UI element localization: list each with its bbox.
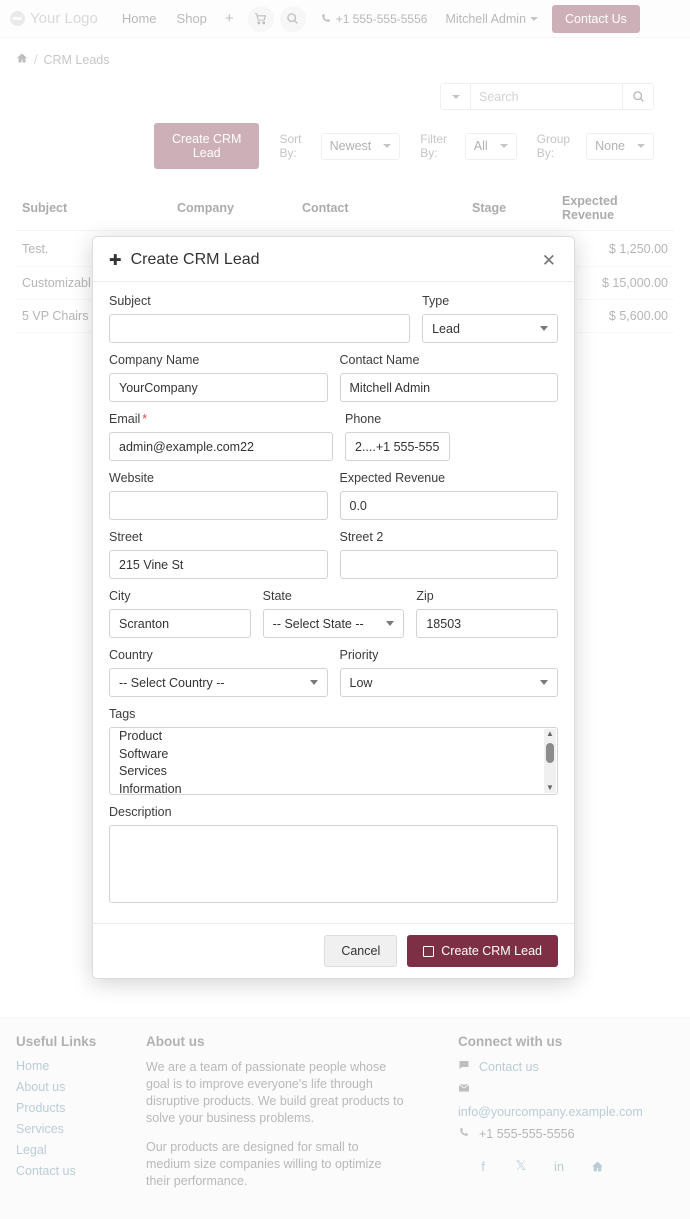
chevron-down-icon [386, 621, 394, 626]
form-row-tags [109, 707, 558, 795]
create-crm-lead-modal [92, 236, 575, 979]
chevron-down-icon [540, 680, 548, 685]
submit-create-crm-lead-button[interactable] [407, 935, 558, 967]
form-row-website-revenue [109, 471, 558, 520]
label-email-text: Email [109, 412, 141, 426]
label-zip: Zip [416, 589, 434, 603]
chevron-down-icon [310, 680, 318, 685]
tags-option[interactable]: Product [119, 729, 163, 743]
tags-listbox[interactable] [109, 727, 558, 795]
country-value: -- Select Country -- [119, 675, 225, 690]
form-row-street [109, 530, 558, 579]
field-country [109, 648, 328, 697]
field-expected-revenue [340, 471, 559, 520]
tags-option[interactable]: Software [119, 746, 169, 761]
plus-icon: ✚ [109, 252, 122, 269]
label-subject: Subject [109, 294, 151, 308]
form-row-description [109, 805, 558, 903]
save-icon [423, 946, 434, 957]
label-website: Website [109, 471, 154, 485]
priority-select[interactable] [340, 668, 559, 697]
modal-title [109, 251, 260, 269]
state-select[interactable] [263, 609, 405, 638]
close-icon[interactable]: ✕ [541, 250, 556, 270]
street-input[interactable] [109, 550, 328, 579]
form-row-subject-type [109, 294, 558, 343]
tags-option[interactable]: Services [119, 764, 167, 778]
label-tags: Tags [109, 707, 136, 721]
label-street: Street [109, 530, 143, 544]
label-contact-name: Contact Name [339, 353, 420, 367]
field-type [422, 294, 558, 343]
label-email [109, 412, 333, 426]
label-phone: Phone [345, 412, 382, 426]
field-zip [416, 589, 558, 638]
modal-body [93, 282, 574, 923]
type-select[interactable] [422, 314, 558, 343]
label-company-name: Company Name [109, 353, 200, 367]
field-subject [109, 294, 410, 343]
modal-header [93, 237, 574, 282]
label-expected-revenue: Expected Revenue [339, 471, 446, 485]
field-state [263, 589, 405, 638]
field-website [109, 471, 328, 520]
form-row-country-priority [109, 648, 558, 697]
form-row-city-state-zip [109, 589, 558, 638]
label-city: City [109, 589, 131, 603]
label-street2: Street 2 [339, 530, 384, 544]
tags-option[interactable]: Information [119, 781, 182, 795]
company-name-input[interactable] [109, 373, 328, 402]
form-row-company-contact [109, 353, 558, 402]
cancel-button[interactable]: Cancel [324, 935, 397, 967]
label-type: Type [422, 294, 450, 308]
street2-input[interactable] [340, 550, 559, 579]
field-company-name [109, 353, 328, 402]
zip-input[interactable] [416, 609, 558, 638]
submit-button-label: Create CRM Lead [441, 944, 542, 958]
tags-scrollbar[interactable] [544, 729, 556, 793]
field-phone [345, 412, 450, 461]
subject-input[interactable] [109, 314, 410, 343]
field-street [109, 530, 328, 579]
chevron-down-icon [540, 326, 548, 331]
scroll-down-icon[interactable]: ▼ [546, 783, 554, 792]
email-input[interactable] [109, 432, 333, 461]
contact-name-input[interactable] [340, 373, 559, 402]
field-contact-name [340, 353, 559, 402]
field-priority [340, 648, 559, 697]
modal-title-label: Create CRM Lead [130, 251, 260, 268]
state-value: -- Select State -- [272, 616, 364, 631]
field-description [109, 805, 558, 903]
website-input[interactable] [109, 491, 328, 520]
country-select[interactable] [109, 668, 328, 697]
label-description: Description [109, 805, 172, 819]
label-state: State [262, 589, 292, 603]
city-input[interactable] [109, 609, 251, 638]
scrollbar-thumb[interactable] [546, 743, 554, 763]
field-street2 [340, 530, 559, 579]
modal-footer [93, 923, 574, 978]
label-country: Country [109, 648, 153, 662]
type-value: Lead [432, 321, 460, 336]
label-priority: Priority [339, 648, 379, 662]
description-textarea[interactable] [109, 825, 558, 903]
expected-revenue-input[interactable] [340, 491, 559, 520]
field-email [109, 412, 333, 461]
field-city [109, 589, 251, 638]
required-marker: * [142, 412, 148, 426]
form-row-email-phone [109, 412, 558, 461]
phone-input[interactable] [345, 432, 450, 461]
priority-value: Low [349, 675, 373, 690]
field-tags [109, 707, 558, 795]
scroll-up-icon[interactable]: ▲ [546, 729, 554, 738]
